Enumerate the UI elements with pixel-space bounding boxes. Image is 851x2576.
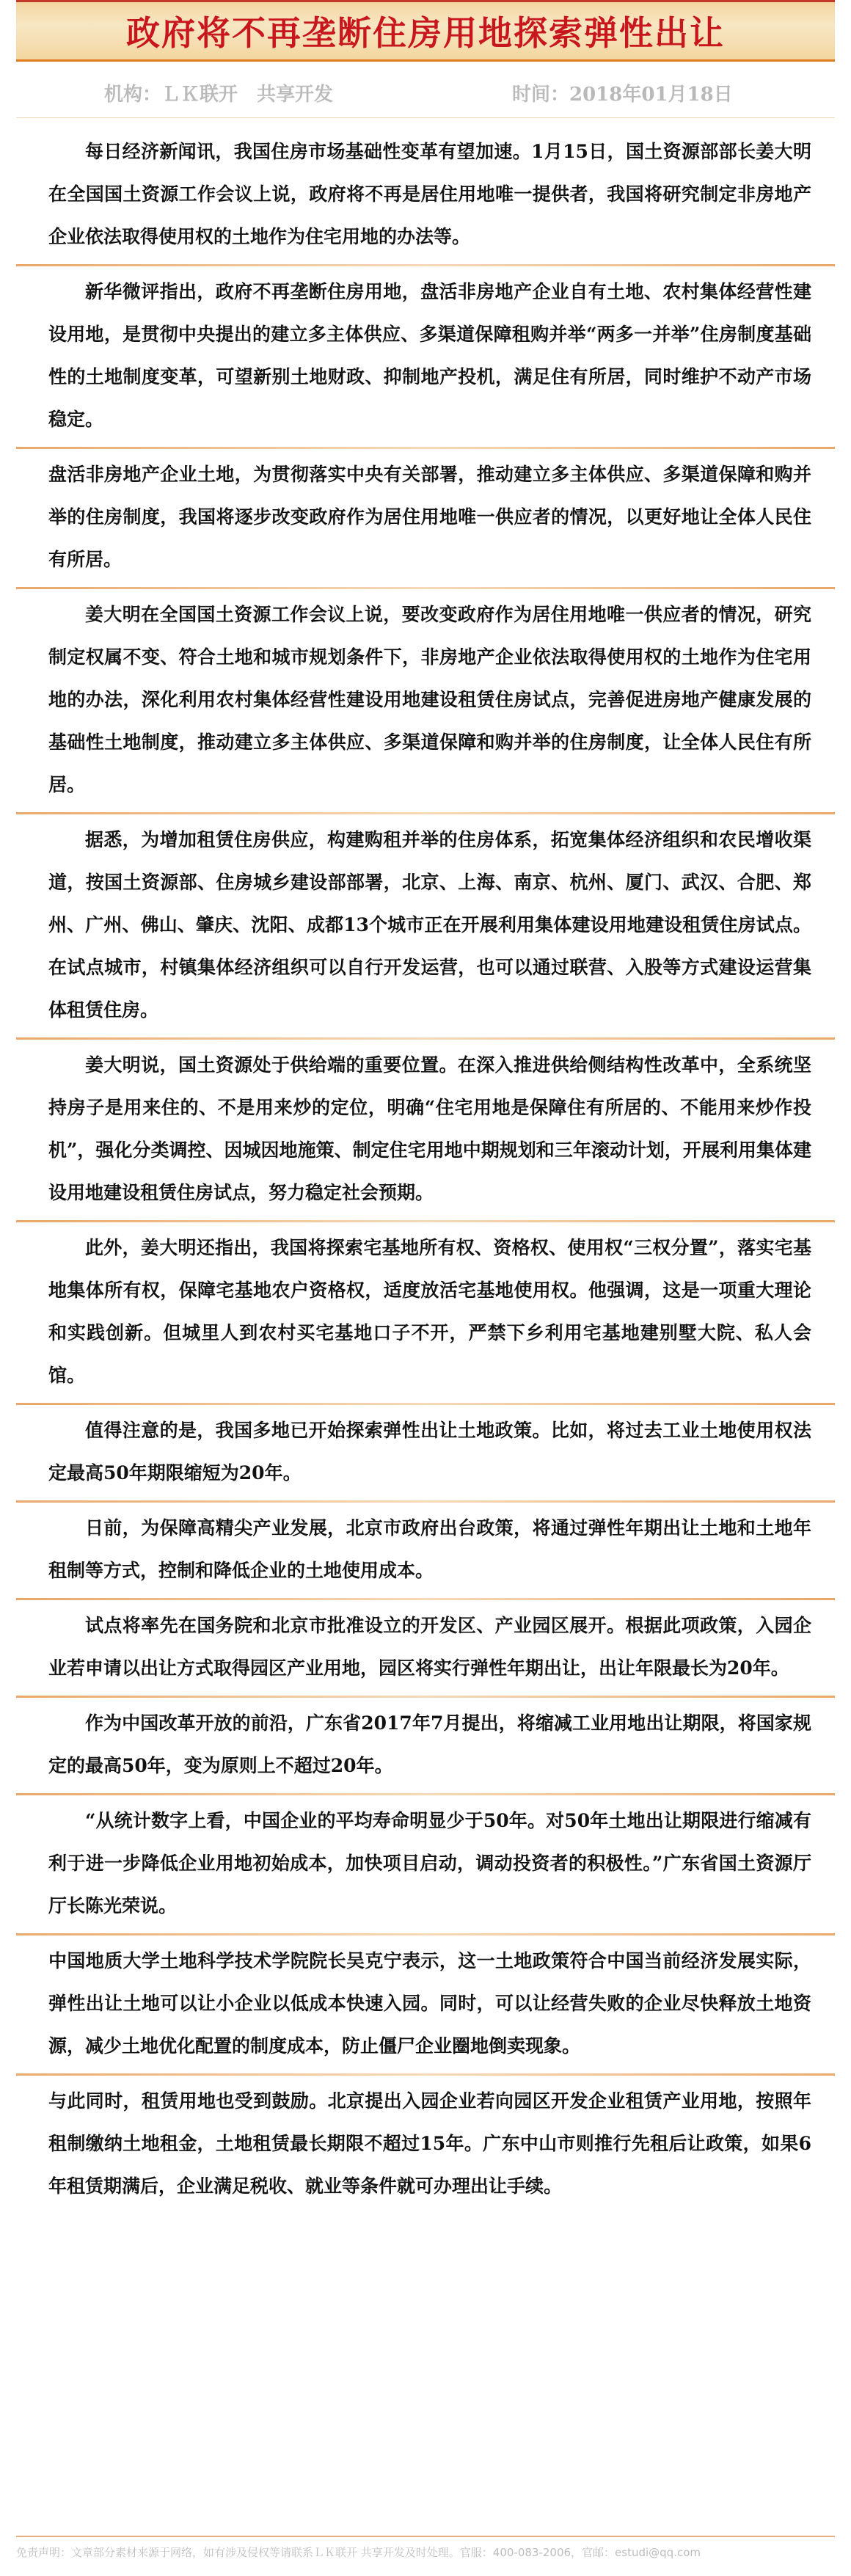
paragraph: 此外，姜大明还指出，我国将探索宅基地所有权、资格权、使用权“三权分置”，落实宅基地集体所有权，保障宅基地农户资格权，适度放活宅基地使用权。他强调，这是一项重大理论和实践创新。但城里人到农村买宅基地口子不开，严禁下乡利用宅基地建别墅大院、私人会馆。 <box>48 1237 811 1386</box>
paragraph-divider <box>16 812 835 814</box>
paragraph-divider <box>16 1793 835 1795</box>
paragraph: 中国地质大学土地科学技术学院院长吴克宁表示，这一土地政策符合中国当前经济发展实际，弹性出让土地可以让小企业以低成本快速入园。同时，可以让经营失败的企业尽快释放土地资源，减少土地优化配置的制度成本，防止僵尸企业圈地倒卖现象。 <box>48 1950 811 2057</box>
title-banner <box>16 0 835 62</box>
paragraph-divider <box>16 1500 835 1503</box>
paragraph: 作为中国改革开放的前沿，广东省2017年7月提出，将缩减工业用地出让期限，将国家规定的最高50年，变为原则上不超过20年。 <box>48 1712 811 1776</box>
meta-time: 时间：2018年01月18日 <box>512 84 733 106</box>
meta-divider <box>16 117 835 118</box>
paragraph-divider <box>16 264 835 266</box>
article-body <box>48 131 811 2214</box>
paragraph: 姜大明在全国国土资源工作会议上说，要改变政府作为居住用地唯一供应者的情况，研究制定权属不变、符合土地和城市规划条件下，非房地产企业依法取得使用权的土地作为住宅用地的办法，深化利用农村集体经营性建设用地建设租赁住房试点，完善促进房地产健康发展的基础性土地制度，推动建立多主体供应、多渠道保障和购并举的住房制度，让全体人民住有所居。 <box>48 604 811 795</box>
paragraph-divider <box>16 1696 835 1698</box>
paragraph: 试点将率先在国务院和北京市批准设立的开发区、产业园区展开。根据此项政策，入园企业若申请以出让方式取得园区产业用地，园区将实行弹性年期出让，出让年限最长为20年。 <box>48 1615 811 1679</box>
paragraph-divider <box>16 587 835 589</box>
paragraph-divider <box>16 2073 835 2076</box>
meta-line <box>0 79 851 109</box>
footer-divider <box>16 2536 835 2537</box>
paragraph: 据悉，为增加租赁住房供应，构建购租并举的住房体系，拓宽集体经济组织和农民增收渠道，按国土资源部、住房城乡建设部部署，北京、上海、南京、杭州、厦门、武汉、合肥、郑州、广州、佛山、肇庆、沈阳、成都13个城市正在开展利用集体建设用地建设租赁住房试点。在试点城市，村镇集体经济组织可以自行开发运营，也可以通过联营、入股等方式建设运营集体租赁住房。 <box>48 829 811 1021</box>
paragraph-divider <box>16 1037 835 1040</box>
paragraph-divider <box>16 447 835 449</box>
paragraph-divider <box>16 1598 835 1600</box>
page-title: 政府将不再垄断住房用地探索弹性出让 <box>126 13 725 53</box>
paragraph: 日前，为保障高精尖产业发展，北京市政府出台政策，将通过弹性年期出让土地和土地年租制等方式，控制和降低企业的土地使用成本。 <box>48 1517 811 1581</box>
paragraph-divider <box>16 1933 835 1935</box>
meta-org: 机构：ＬＫ联开 共享开发 <box>104 84 334 106</box>
paragraph: 值得注意的是，我国多地已开始探索弹性出让土地政策。比如，将过去工业土地使用权法定最高50年期限缩短为20年。 <box>48 1420 811 1484</box>
paragraph-divider <box>16 1220 835 1222</box>
paragraph: 姜大明说，国土资源处于供给端的重要位置。在深入推进供给侧结构性改革中，全系统坚持房子是用来住的、不是用来炒的定位，明确“住宅用地是保障住有所居的、不能用来炒作投机”，强化分类调控、因城因地施策、制定住宅用地中期规划和三年滚动计划，开展利用集体建设用地建设租赁住房试点，努力稳定社会预期。 <box>48 1054 811 1203</box>
paragraph: 与此同时，租赁用地也受到鼓励。北京提出入园企业若向园区开发企业租赁产业用地，按照年租制缴纳土地租金，土地租赁最长期限不超过15年。广东中山市则推行先租后让政策，如果6年租赁期满后，企业满足税收、就业等条件就可办理出让手续。 <box>48 2090 811 2197</box>
paragraph-divider <box>16 1403 835 1405</box>
paragraph: 盘活非房地产企业土地，为贯彻落实中央有关部署，推动建立多主体供应、多渠道保障和购并举的住房制度，我国将逐步改变政府作为居住用地唯一供应者的情况，以更好地让全体人民住有所居。 <box>48 464 811 570</box>
footer-disclaimer: 免责声明：文章部分素材来源于网络，如有涉及侵权等请联系ＬＫ联开 共享开发及时处理。官服：400-083-2006，官邮：estudi@qq.com <box>16 2546 701 2559</box>
paragraph: “从统计数字上看，中国企业的平均寿命明显少于50年。对50年土地出让期限进行缩减有利于进一步降低企业用地初始成本，加快项目启动，调动投资者的积极性。”广东省国土资源厅厅长陈光荣说。 <box>48 1810 811 1916</box>
paragraph: 每日经济新闻讯，我国住房市场基础性变革有望加速。1月15日，国土资源部部长姜大明在全国国土资源工作会议上说，政府将不再是居住用地唯一提供者，我国将研究制定非房地产企业依法取得使用权的土地作为住宅用地的办法等。 <box>48 141 811 247</box>
paragraph: 新华微评指出，政府不再垄断住房用地，盘活非房地产企业自有土地、农村集体经营性建设用地，是贯彻中央提出的建立多主体供应、多渠道保障租购并举“两多一并举”住房制度基础性的土地制度变革，可望新别土地财政、抑制地产投机，满足住有所居，同时维护不动产市场稳定。 <box>48 281 811 430</box>
